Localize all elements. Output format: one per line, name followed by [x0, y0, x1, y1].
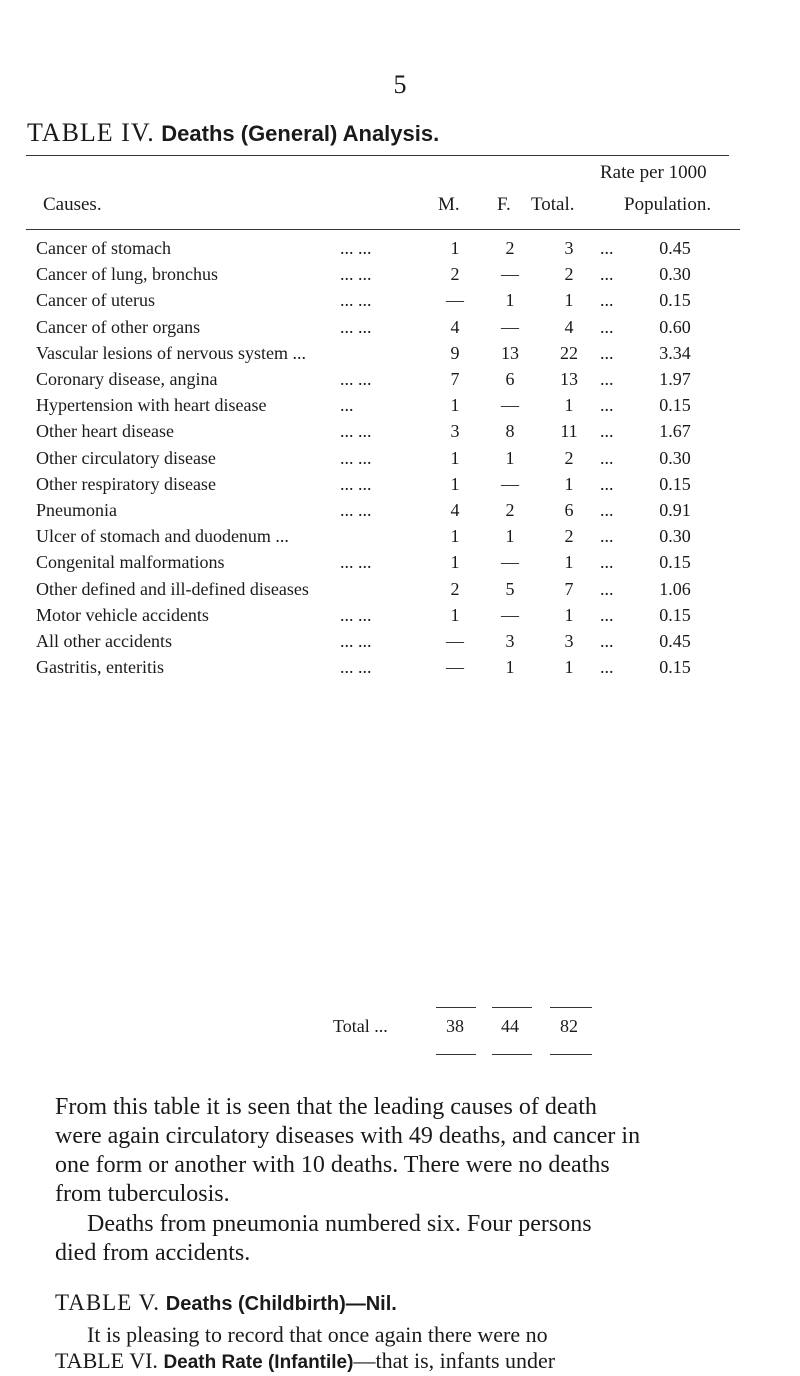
m-cell: 2: [450, 578, 460, 599]
table-row: [0, 395, 800, 421]
f-cell: —: [501, 473, 519, 494]
cause-cell: Ulcer of stomach and duodenum ...: [36, 526, 289, 547]
cause-cell: Other circulatory disease: [36, 447, 216, 468]
cause-leader: ... ...: [340, 500, 372, 520]
dot-leader: ...: [600, 604, 614, 625]
f-cell: 5: [505, 578, 515, 599]
rate-cell: 0.45: [659, 238, 691, 258]
rate-cell: 0.15: [659, 657, 691, 678]
rate-cell: 1.67: [659, 421, 691, 442]
cause-leader: ... ...: [340, 447, 372, 468]
dot-leader: ...: [600, 447, 614, 468]
f-cell: 2: [505, 500, 515, 520]
table-iv-title: Deaths (General) Analysis.: [161, 121, 440, 146]
m-cell: 2: [450, 264, 460, 285]
header-total: Total.: [531, 194, 575, 215]
page-number: 5: [393, 70, 407, 99]
total-rule-f-bottom: [492, 1054, 532, 1055]
rate-cell: 0.15: [659, 552, 691, 573]
f-cell: —: [501, 316, 519, 337]
m-cell: 1: [450, 447, 460, 468]
m-cell: 1: [450, 238, 460, 258]
table-row: [0, 474, 800, 500]
cause-leader: ... ...: [340, 264, 372, 285]
table-iv-heading: [27, 118, 439, 148]
m-cell: 1: [450, 552, 460, 573]
total-label: Total ...: [333, 1016, 388, 1036]
cause-leader: ... ...: [340, 290, 372, 311]
total-cell: 1: [564, 473, 574, 494]
cause-cell: Cancer of other organs: [36, 316, 201, 337]
rate-cell: 0.15: [659, 290, 691, 311]
total-rule-f-top: [492, 1007, 532, 1008]
total-cell: 1: [564, 552, 574, 573]
table-row: [0, 448, 800, 474]
header-rate-line1: Rate per 1000: [600, 162, 707, 183]
table-row: [0, 579, 800, 605]
table-vi-title: Death Rate (Infantile): [163, 1352, 354, 1373]
cause-cell: All other accidents: [36, 631, 172, 651]
cause-cell: Cancer of lung, bronchus: [36, 264, 218, 285]
f-cell: 1: [505, 526, 515, 547]
cause-cell: Other defined and ill-defined diseases: [36, 578, 309, 599]
rate-cell: 0.30: [659, 447, 691, 468]
rate-cell: 1.06: [659, 578, 691, 599]
header-m: M.: [438, 194, 460, 215]
table-vi-label: TABLE VI.: [55, 1348, 158, 1373]
m-cell: 3: [450, 421, 460, 442]
table-row: [0, 657, 800, 683]
header-f: F.: [497, 194, 511, 215]
total-m: 38: [446, 1016, 464, 1036]
table-row: [0, 526, 800, 552]
table-row: [0, 631, 800, 657]
rate-cell: 0.60: [659, 316, 691, 337]
cause-cell: Pneumonia: [36, 500, 117, 520]
f-cell: 3: [505, 631, 515, 651]
m-cell: 1: [450, 526, 460, 547]
rate-cell: 1.97: [659, 369, 691, 389]
dot-leader: ...: [600, 473, 614, 494]
rate-cell: 0.45: [659, 631, 691, 651]
total-cell: 7: [564, 578, 574, 599]
total-cell: 1: [564, 290, 574, 311]
paragraph-line: It is pleasing to record that once again there were no: [87, 1322, 548, 1347]
table-row: [0, 369, 800, 395]
cause-cell: Hypertension with heart disease: [36, 395, 267, 416]
f-cell: 1: [505, 290, 515, 311]
m-cell: 1: [450, 473, 460, 494]
m-cell: 7: [450, 369, 460, 389]
m-cell: —: [446, 290, 464, 311]
cause-cell: Vascular lesions of nervous system ...: [36, 342, 306, 363]
m-cell: —: [446, 657, 464, 678]
table-row: [0, 421, 800, 447]
total-cell: 2: [564, 526, 574, 547]
f-cell: 8: [505, 421, 515, 442]
total-total: 82: [560, 1016, 578, 1036]
dot-leader: ...: [600, 369, 614, 389]
table-header-rule: [26, 229, 740, 230]
header-causes: Causes.: [43, 194, 102, 215]
table-v-heading: [55, 1290, 397, 1316]
table-row: [0, 605, 800, 631]
f-cell: —: [501, 552, 519, 573]
table-vi-heading: [55, 1348, 755, 1376]
paragraph-line: From this table it is seen that the leading causes of death: [55, 1094, 597, 1120]
table-row: [0, 238, 800, 264]
m-cell: —: [446, 631, 464, 651]
table-v-title: Deaths (Childbirth)—Nil.: [165, 1293, 397, 1315]
table-top-rule: [26, 155, 729, 156]
dot-leader: ...: [600, 657, 614, 678]
rate-cell: 0.30: [659, 526, 691, 547]
cause-cell: Other heart disease: [36, 421, 174, 442]
dot-leader: ...: [600, 238, 614, 258]
dot-leader: ...: [600, 526, 614, 547]
f-cell: —: [501, 604, 519, 625]
total-cell: 1: [564, 657, 574, 678]
cause-cell: Congenital malformations: [36, 552, 225, 573]
dot-leader: ...: [600, 395, 614, 416]
f-cell: 2: [505, 238, 515, 258]
header-rate-line2: Population.: [624, 194, 712, 215]
cause-cell: Gastritis, enteritis: [36, 657, 164, 678]
f-cell: 1: [505, 447, 515, 468]
total-cell: 6: [564, 500, 574, 520]
cause-leader: ... ...: [340, 552, 372, 573]
cause-leader: ... ...: [340, 421, 372, 442]
total-cell: 1: [564, 395, 574, 416]
cause-leader: ... ...: [340, 316, 372, 337]
paragraph-pneumonia: [55, 1210, 755, 1268]
total-cell: 3: [564, 631, 574, 651]
m-cell: 9: [450, 342, 460, 363]
dot-leader: ...: [600, 342, 614, 363]
total-rule-total-bottom: [550, 1054, 592, 1055]
table-total-row: [0, 1016, 800, 1042]
paragraph-leading-causes: [55, 1093, 755, 1209]
table-row: [0, 317, 800, 343]
cause-leader: ... ...: [340, 369, 372, 389]
total-f: 44: [501, 1016, 519, 1036]
total-cell: 22: [560, 342, 578, 363]
table-vi-rest: —that is, infants under: [353, 1348, 556, 1373]
cause-cell: Cancer of stomach: [36, 238, 171, 258]
cause-cell: Coronary disease, angina: [36, 369, 218, 389]
dot-leader: ...: [600, 264, 614, 285]
f-cell: 13: [501, 342, 519, 363]
paragraph-line: died from accidents.: [55, 1240, 251, 1266]
rate-cell: 0.15: [659, 473, 691, 494]
paragraph-line: from tuberculosis.: [55, 1181, 230, 1207]
cause-leader: ... ...: [340, 604, 372, 625]
total-rule-m-bottom: [436, 1054, 476, 1055]
rate-cell: 0.15: [659, 395, 691, 416]
paragraph-line: Deaths from pneumonia numbered six. Four persons: [87, 1211, 592, 1237]
cause-cell: Other respiratory disease: [36, 473, 216, 494]
m-cell: 4: [450, 500, 460, 520]
total-cell: 11: [560, 421, 578, 442]
dot-leader: ...: [600, 421, 614, 442]
table-row: [0, 264, 800, 290]
f-cell: 1: [505, 657, 515, 678]
m-cell: 1: [450, 395, 460, 416]
dot-leader: ...: [600, 316, 614, 337]
cause-leader: ... ...: [340, 238, 372, 258]
table-iv-label: TABLE IV.: [27, 118, 155, 147]
f-cell: 6: [505, 369, 515, 389]
table-v-label: TABLE V.: [55, 1290, 160, 1315]
rate-cell: 0.91: [659, 500, 691, 520]
table-row: [0, 552, 800, 578]
paragraph-line: one form or another with 10 deaths. There were no deaths: [55, 1152, 610, 1178]
paragraph-line: were again circulatory diseases with 49 deaths, and cancer in: [55, 1123, 641, 1149]
rate-cell: 3.34: [659, 342, 691, 363]
f-cell: —: [501, 264, 519, 285]
m-cell: 1: [450, 604, 460, 625]
m-cell: 4: [450, 316, 460, 337]
cause-cell: Motor vehicle accidents: [36, 604, 209, 625]
total-cell: 13: [560, 369, 578, 389]
rate-cell: 0.15: [659, 604, 691, 625]
table-row: [0, 343, 800, 369]
total-cell: 2: [564, 447, 574, 468]
cause-leader: ...: [340, 395, 354, 416]
dot-leader: ...: [600, 290, 614, 311]
cause-leader: ... ...: [340, 473, 372, 494]
cause-cell: Cancer of uterus: [36, 290, 155, 311]
total-cell: 1: [564, 604, 574, 625]
table-row: [0, 290, 800, 316]
rate-cell: 0.30: [659, 264, 691, 285]
dot-leader: ...: [600, 500, 614, 520]
total-cell: 4: [564, 316, 574, 337]
cause-leader: ... ...: [340, 657, 372, 678]
f-cell: —: [501, 395, 519, 416]
total-rule-m-top: [436, 1007, 476, 1008]
total-cell: 2: [564, 264, 574, 285]
paragraph-childbirth: [55, 1322, 755, 1348]
dot-leader: ...: [600, 552, 614, 573]
cause-leader: ... ...: [340, 631, 372, 651]
total-rule-total-top: [550, 1007, 592, 1008]
dot-leader: ...: [600, 578, 614, 599]
table-row: [0, 500, 800, 526]
total-cell: 3: [564, 238, 574, 258]
dot-leader: ...: [600, 631, 614, 651]
